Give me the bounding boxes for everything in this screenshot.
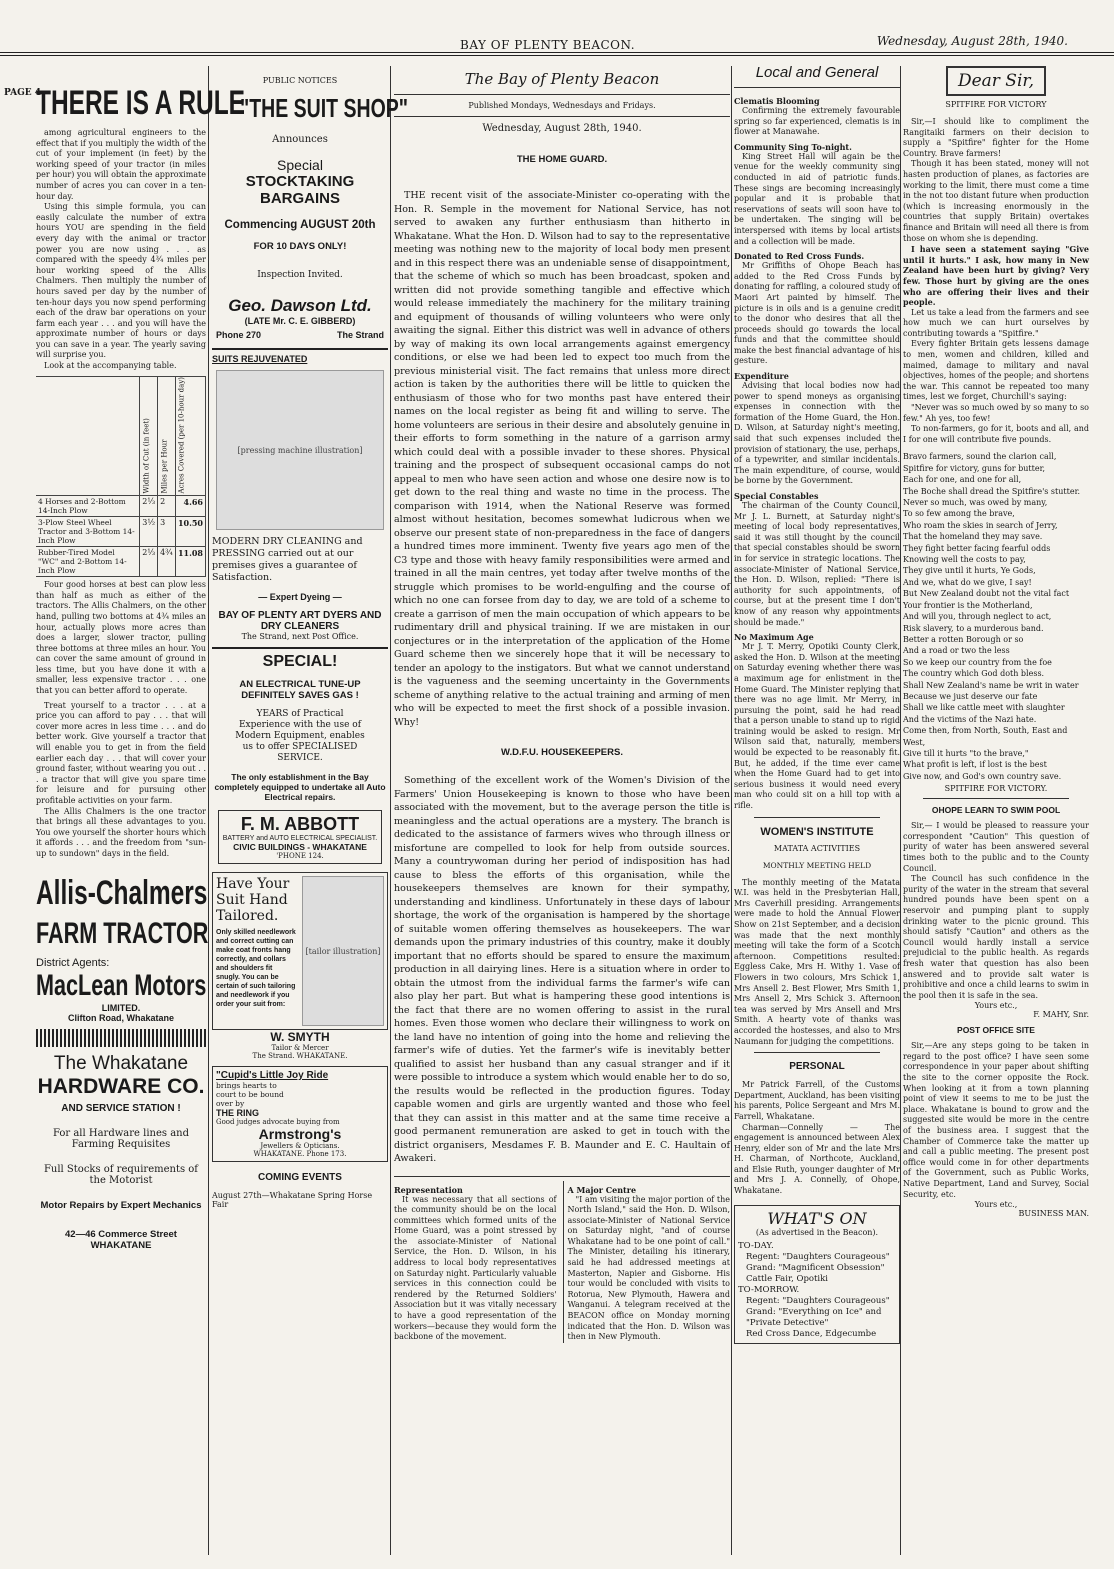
special-heading: Special bbox=[277, 157, 323, 173]
ad-lookup: Look at the accompanying table. bbox=[44, 361, 177, 371]
hardware-repairs: Motor Repairs by Expert Mechanics bbox=[40, 1199, 202, 1211]
agents-limited: LIMITED. bbox=[101, 1002, 141, 1013]
poem-line: Who roam the skies in search of Jerry, bbox=[903, 520, 1058, 530]
swim-pool-heading: OHOPE LEARN TO SWIM POOL bbox=[931, 805, 1061, 816]
hardware-lines: For all Hardware lines and Farming Requisites bbox=[52, 1127, 190, 1150]
ad-formula: Using this simple formula, you can easily calculate the number of extra hours YOU are spending in the field every day with the animal or tractor power you are now using . . . as compared with the speedy 4¾ miles per hour working speed of the Allis Chalmers. Then multiply the number of hours saved per day by the number of ten-hour days you now spend performing each of the draw bar operations on your farm each year . . . and you will have the approximate number of hours or days you can save in a year. The yearly saving will surprise you. bbox=[36, 202, 206, 360]
poem-line: Give till it hurts "to the brave," bbox=[903, 748, 1029, 758]
poem-line: Each for one, and one for all, bbox=[903, 475, 1022, 485]
wdfu-heading: W.D.F.U. HOUSEKEEPERS. bbox=[501, 747, 623, 758]
personal-engagement: Charman—Connelly — The engagement is announced between Alex Henry, elder son of Mr and the late Mrs H. Charman, of Northcote, Auckland, and Elsie Ruth, younger daughter of Mr and Mrs J. A. Connelly, of Ohope, Whakatane. bbox=[734, 1122, 900, 1196]
ad-intro: among agricultural engineers to the effect that if you multiply the width of the cut of your implement (in feet) by the working speed of your tractor (in miles per hour) you will obtain the approximate number of acres you can cover in a ten-hour day. bbox=[36, 128, 206, 201]
smyth-name: W. SMYTH bbox=[270, 1030, 330, 1044]
spitfire-letter-3: I have seen a statement saying "Give until it hurts." I ask, how many in New Zealand have been hurt by giving? Very few. Those hurt by giving are the ones who are offering their lives and their people. bbox=[903, 244, 1089, 308]
letters-column bbox=[903, 70, 1089, 1555]
public-notices-column bbox=[212, 70, 409, 1555]
poem-line: Because we just deserve our fate bbox=[903, 691, 1038, 701]
hardware-address: 42—46 Commerce Street bbox=[65, 1228, 177, 1240]
dear-sir-box bbox=[946, 66, 1046, 96]
suit-shop-announces: Announces bbox=[272, 134, 328, 145]
table-row: 3-Plow Steel Wheel Tractor and 3-Bottom 14-Inch Plow 3½ 3 10.50 bbox=[36, 517, 206, 547]
monthly-meeting: MONTHLY MEETING HELD bbox=[762, 860, 872, 870]
suits-rejuvenated: SUITS REJUVENATED bbox=[212, 354, 308, 364]
spitfire-heading: SPITFIRE FOR VICTORY bbox=[945, 100, 1047, 109]
maximum-age-heading: No Maximum Age bbox=[734, 632, 814, 643]
maximum-age-text: Mr J. T. Merry, Opotiki County Clerk, asked the Hon. D. Wilson at the meeting on Saturday evening whether there was a maximum age for enlistment in the Home Guard. The Minister replying that there was no age limit. Mr Merry, in pursuing the point, said he had read that a person unable to stand up to rigid training would be asked to resign. Mr Wilson said that, naturally, members would be expected to be reasonably fit. But, he added, if the time ever came when the Home Guard had to get into serious business it would need every man who could sit on a hill top with a rifle. bbox=[734, 642, 900, 811]
swim-pool-letter-1: Sir,— I would be pleased to reassure your correspondent "Caution" This question of purity of water has been answered several times both to the public and to the County Council. bbox=[903, 821, 1089, 873]
poem-line: And will you, through neglect to act, bbox=[903, 612, 1052, 622]
smyth-headline: Have Your Suit Hand Tailored. bbox=[216, 876, 290, 924]
post-office-yours: Yours etc., bbox=[974, 1200, 1018, 1210]
spitfire-letter-4: Let us take a lead from the farmers and see how much we can hurt ourselves by contributing towards a "Spitfire." bbox=[903, 307, 1089, 338]
smyth-role: Tailor & Mercer bbox=[271, 1044, 329, 1052]
poem-line: They give until it hurts, Ye Gods, bbox=[903, 566, 1036, 576]
expert-dyeing: — Expert Dyeing — bbox=[258, 592, 342, 602]
smyth-address: The Strand. WHAKATANE. bbox=[252, 1052, 348, 1060]
poem-line: But New Zealand doubt not the vital fact bbox=[903, 589, 1070, 599]
spitfire-letter-7: To non-farmers, go for it, boots and all, and I for one will contribute five pounds. bbox=[903, 424, 1089, 444]
poem-line: Shall New Zealand's name be writ in water bbox=[903, 680, 1079, 690]
womens-institute-heading: WOMEN'S INSTITUTE bbox=[760, 825, 874, 838]
poem-line: And a road or two the less bbox=[903, 646, 1010, 656]
hardware-title-1: The Whakatane bbox=[53, 1052, 189, 1074]
poem-line: Spitfire for victory, guns for butter, bbox=[903, 463, 1046, 473]
decorative-border bbox=[36, 1029, 206, 1047]
swim-pool-yours: Yours etc., bbox=[974, 1001, 1018, 1011]
spitfire-letter-1: Sir,—I should like to compliment the Rangitaiki farmers on their decision to supply a "Spitfire" fighter for the Home Country. Brave farmers! bbox=[903, 117, 1089, 158]
hardware-title-2: HARDWARE CO. bbox=[37, 1074, 205, 1098]
maclean-motors: MacLean Motors bbox=[36, 968, 207, 1002]
community-sing-heading: Community Sing To-night. bbox=[734, 141, 852, 152]
issue-date: Wednesday, August 28th, 1940. bbox=[876, 34, 1068, 48]
poem-line: Risk slavery, to a murderous band. bbox=[903, 623, 1044, 633]
spitfire-signature: SPITFIRE FOR VICTORY. bbox=[944, 784, 1048, 794]
clematis-heading: Clematis Blooming bbox=[734, 96, 820, 106]
whats-on-box bbox=[734, 1205, 900, 1344]
tailor-illustration: [tailor illustration] bbox=[302, 876, 384, 1026]
public-notices-heading: PUBLIC NOTICES bbox=[262, 76, 338, 85]
post-office-letter: Sir,—Are any steps going to be taken in regard to the post office? I have seen some correspondence in your paper about shifting the site to the corner opposite the Rock. When looking at it from a town planning point of view it seems to me to be just the place. Whakatane is bound to grow and the suggested site would be more in the centre of the business area. I suggest that the Chamber of Commerce take the matter up and call a public meeting. The present post office would come in for other departments of the Government, such as Public Works, Native Department, Land and Survey, Social Security, etc. bbox=[903, 1041, 1089, 1199]
expenditure-heading: Expenditure bbox=[734, 371, 789, 382]
the-ring: THE RING bbox=[216, 1108, 260, 1118]
abbott-phone: 'PHONE 124. bbox=[276, 852, 324, 860]
poem-line: And the victims of the Nazi hate. bbox=[903, 714, 1037, 724]
press-illustration: [pressing machine illustration] bbox=[216, 370, 384, 530]
representation-heading: Representation bbox=[394, 1184, 463, 1195]
poem-line: The Boche shall dread the Spitfire's stutter. bbox=[903, 486, 1081, 496]
page-number: PAGE 4. bbox=[4, 88, 45, 98]
rule-headline: THERE IS A RULE bbox=[36, 84, 246, 122]
poem-line: So we keep our country from the foe bbox=[903, 657, 1052, 667]
womens-institute-text: The monthly meeting of the Matata W.I. was held in the Presbyterian Hall, Mrs Caverhill presiding. Arrangements were made to hold the Annual Flower Show on 21st September, and a decision was made that the next monthly meeting will take the form of a Scotch afternoon. Competitions resulted: Eggless Cake, Mrs H. Withy 1. Vase of Flowers in two colours, Mrs Schick 1, Mrs Ansell 2. Best Flower, Mrs Smith 1, Mrs Ansell 2, Mrs Schick 3. Afternoon tea was served by Mrs Ansell and Mrs Smith. A hearty vote of thanks was accorded the hostesses, and also to Mrs Naumann for judging the competitions. bbox=[734, 877, 900, 1046]
poem-line: Bravo farmers, sound the clarion call, bbox=[903, 452, 1057, 462]
swim-pool-letter-2: The Council has such confidence in the purity of the water in the stream that several hundred pounds have been spent on a reservoir and pumping plant to supply drinking water to the picnic ground. This should satisfy "Caution" and others as the Council would hardly install a service prejudicial to the public health. As regards fresh water that question has also been answered and to provide salt water is prohibitive and once a child learns to swim in the pool then it is safe in the sea. bbox=[903, 874, 1089, 1000]
abbott-specialist: BATTERY and AUTO ELECTRICAL SPECIALIST. bbox=[222, 835, 378, 842]
dawson-ltd: Geo. Dawson Ltd. bbox=[228, 296, 372, 315]
ad-advantages: The Allis Chalmers is the one tractor that brings all these advantages to you. You owe yourself the shorter hours which it affords . . . and the freedom from "sun-up to sundown" days in the field. bbox=[36, 806, 206, 858]
spitfire-letter-2: Though it has been stated, money will not hasten production of planes, as factories are working to the limit, there must come a time in the not too distant future when production (which is increasing enormously in the countries that supply Britain) overtakes finance and Britain will need all there is from those on whom she is depending. bbox=[903, 159, 1089, 243]
agents-label: District Agents: bbox=[36, 956, 110, 969]
clematis-text: Confirming the extremely favourable spring so far experienced, clematis is in flower at Manawahe. bbox=[734, 106, 900, 137]
swim-pool-signature: F. MAHY, Snr. bbox=[1033, 1010, 1089, 1020]
red-cross-text: Mr Griffiths of Ohope Beach has added to the Red Cross Funds by donating for raffling, a coloured study of Maori Art painted by himself. The picture is in oils and is a genuine credit to the donor who desires that all the proceeds should go towards the local funds and that the committee should make the best financial advantage of his gesture. bbox=[734, 261, 900, 366]
table-row: 4 Horses and 2-Bottom 14-Inch Plow 2⅓ 2 4.66 bbox=[36, 496, 206, 517]
poem-line: That the homeland they may save. bbox=[903, 532, 1043, 542]
poem-line: And we, what do we give, I say! bbox=[903, 577, 1032, 587]
armstrongs-address: WHAKATANE. Phone 173. bbox=[253, 1150, 347, 1158]
plow-comparison-table bbox=[36, 376, 206, 577]
practical-experience: YEARS of Practical Experience with the use of Modern Equipment, enables us to offer SPECIALISED SERVICE. bbox=[235, 709, 365, 763]
cupid-text: brings hearts to court to be bound over by bbox=[216, 1081, 284, 1108]
poem-line: They fight better facing fearful odds bbox=[903, 543, 1051, 553]
suit-shop-title: "THE SUIT SHOP" bbox=[240, 93, 409, 123]
expenditure-text: Advising that local bodies now had power to spend moneys as organising expenses in connection with the formation of the Home Guard, the Hon. D. Wilson, at Saturday night's meeting, said that such expenses included the provision of stationary, the use, perhaps, of a typewriter, and similar incidentals. The main expenditure, of course, would be borne by the Government. bbox=[734, 381, 900, 486]
poem-line: What profit is left, if lost is the best bbox=[903, 760, 1047, 770]
representation-text: It was necessary that all sections of the community should be on the local committees which formed units of the Home Guard, was a point stressed by the associate-Minister of National Service, the Hon. D. Wilson, in his address to local body representatives on Saturday night. Particularly valuable services in this connection could be rendered by the Returned Soldiers' Association but it was vitally necessary to have a good representation of the workers—because they would form the backbone of the movement. bbox=[394, 1194, 557, 1342]
commencing-date: Commencing AUGUST 20th bbox=[224, 219, 376, 231]
only-establishment: The only establishment in the Bay completely equipped to undertake all Auto Electrical repairs. bbox=[214, 772, 386, 802]
poem-line: To so few among the brave, bbox=[903, 509, 1015, 519]
whats-on-list: TO-DAY. Regent: "Daughters Courageous" Grand: "Magnificent Obsession" Cattle Fair, Opotiki TO-MORROW. Regent: "Daughters Courageous" Grand: "Everything on Ice" and "Private Detective" Red Cross Dance, Edgecumbe bbox=[738, 1240, 890, 1339]
poem-line: Better a rotten Borough or so bbox=[903, 634, 1024, 644]
electrical-tune-up: AN ELECTRICAL TUNE-UP DEFINITELY SAVES GAS ! bbox=[239, 679, 361, 701]
editorial-masthead: The Bay of Plenty Beacon bbox=[464, 70, 660, 88]
armstrong-advert bbox=[212, 1066, 388, 1162]
col-header-speed: Miles per Hour bbox=[158, 376, 176, 495]
editorial-date: Wednesday, August 28th, 1940. bbox=[482, 123, 642, 134]
col-header-width: Width of Cut (in feet) bbox=[140, 376, 158, 495]
publication-days: Published Mondays, Wednesdays and Fridays. bbox=[468, 101, 656, 110]
whats-on-heading: WHAT'S ON bbox=[767, 1208, 867, 1228]
hardware-town: WHAKATANE bbox=[90, 1239, 152, 1251]
dawson-late: (LATE Mr. C. E. GIBBERD) bbox=[244, 316, 356, 326]
ten-days-only: FOR 10 DAYS ONLY! bbox=[253, 241, 347, 252]
news-briefs bbox=[394, 1176, 730, 1343]
poem-line: Your frontier is the Motherland, bbox=[903, 600, 1033, 610]
local-news-column bbox=[734, 64, 900, 1555]
spitfire-poem bbox=[903, 451, 1089, 782]
poem-line: The country which God doth bless. bbox=[903, 669, 1045, 679]
editorial-column bbox=[394, 70, 730, 1555]
whats-on-note: (As advertised in the Beacon). bbox=[755, 1227, 879, 1237]
local-general-title: Local and General bbox=[755, 64, 879, 81]
poem-line: Give now, and God's own country save. bbox=[903, 771, 1062, 781]
home-guard-editorial: THE recent visit of the associate-Minister co-operating with the Hon. R. Semple in the movement for National Service, has not served to awaken any further enthusiasm than hitherto in Whakatane. What the Hon. D. Wilson had to say to the representative meeting was nothing new to the majority of local body men present and in this respect there was an undeniable sense of disappointment, that the scheme of which so much has been broadcast, spoken and written did not provide something tangible and effective which would release immediately the machinery for the military training and equipment of thousands of willing volunteers who were only awaiting the signal. Either this district was well in advance of others by way of making its own local arrangements against emergency conditions, or else we had been led to expect too much from the previous ministerial visit. The fact remains that unless more direct action is taken by the authorities there will be little to quicken the enthusiasm of those who for two months past have entered their names on the local register as being fit and willing to serve. The home volunteers are serious in their desire and absolutely genuine in their efforts to form something in the nature of a garrison army which could deal with a possible invader to these shores. Physical training and the prospect of subsequent occasional camps do not appeal to men who have seen action and whose one desire now is to get down to the real thing and waste no time in the process. The comparison with 1914, when the National Reserve was formed almost without hesitation, becomes somewhat ludicrous when we observe our present state of non-preparedness in the face of dangers a hundred times more imminent. Twenty five years ago men of the C3 type and those with heavy family responsibilities were armed and trained in all the main centres, yet today after twelve months of the struggle which promises to be world-engulfing and the course of which no one can forsee from day to day, we are told of a scheme to create a garrison of men the main occupation of which appears to be rudimentary drill and physical training. If we are mistaken in our conjectures or in the interpretation of the application of the Home Guard scheme then we sincerely hope that it will be necessary to tender an apology to the instigators. But what we cannot understand is the vagueness and the seeming uncertainty in the Governments scheme of anything relative to the actual training and arming of men who will be expected to meet the first shock of a possible invasion. Why! bbox=[394, 190, 730, 728]
post-office-heading: POST OFFICE SITE bbox=[957, 1025, 1035, 1036]
inspection-invited: Inspection Invited. bbox=[257, 270, 343, 280]
poem-line: Knowing well the costs to pay, bbox=[903, 555, 1026, 565]
agents-address: Clifton Road, Whakatane bbox=[67, 1012, 174, 1023]
personal-heading: PERSONAL bbox=[789, 1061, 845, 1073]
matata-activities: MATATA ACTIVITIES bbox=[773, 843, 861, 853]
special-exclaim: SPECIAL! bbox=[262, 653, 338, 670]
community-sing-text: King Street Hall will again be the venue for the weekly community sing conducted in aid of patriotic funds. These sings are becoming increasingly popular and it is probable that reservations of seats will soon have to be undertaken. The singing will be interspersed with items by local artists and a collection will be made. bbox=[734, 151, 900, 246]
dear-sir-heading: Dear Sir, bbox=[957, 71, 1035, 91]
art-dyers-title: BAY OF PLENTY ART DYERS AND DRY CLEANERS bbox=[218, 610, 382, 632]
ad-treat: Treat yourself to a tractor . . . at a price you can afford to pay . . . that will cover more acres in less time . . . and do better work. Give yourself a tractor that will enable you to get in from the field earlier each day . . . that will cover your ground faster, without wearing you out . . . a tractor that will give you spare time for leisure and for pursuing other profitable activities on your farm. bbox=[36, 700, 206, 806]
major-centre-heading: A Major Centre bbox=[567, 1184, 637, 1195]
coming-events-heading: COMING EVENTS bbox=[258, 1172, 342, 1183]
special-constables-text: The chairman of the County Council, Mr J. L. Burnett, at Saturday night's meeting of local body representatives, said it was still thought by the council that special constables should be sworn in for service in strategic locations. The associate-Minister of National Service, the Hon. D. Wilson, replied: "There is authority for such appointments, of course, but at the present time I don't know of any reason why appointments should be made." bbox=[734, 501, 900, 627]
spitfire-letter-5: Every fighter Britain gets lessens damage to men, women and children, killed and maimed, damage to military and naval objectives, homes of the people; and shortens the war. This cannot be repeated too many times, lest we forget, Churchill's saying: bbox=[903, 339, 1089, 402]
paper-name: BAY OF PLENTY BEACON. bbox=[460, 38, 636, 52]
home-guard-heading: THE HOME GUARD. bbox=[516, 154, 608, 165]
ad-horses: Four good horses at best can plow less than half as much as either of the tractors. The Allis Chalmers, on the other hand, pulling two bottoms at 4¾ miles an hour, actually plows more acres than does a larger, slower tractor, pulling three bottoms at three miles an hour. You can cover the same amount of ground in less time, but you have done it with a smaller, less expensive tractor . . . one that you can better afford to operate. bbox=[36, 580, 206, 696]
dawson-contact bbox=[212, 326, 388, 340]
dawson-strand: The Strand bbox=[336, 330, 384, 340]
armstrongs-trade: Jewellers & Opticians. bbox=[260, 1142, 340, 1150]
dry-cleaning-text: MODERN DRY CLEANING and PRESSING carried out at our premises gives a guarantee of Satisfaction. bbox=[212, 536, 363, 583]
dawson-phone: Phone 270 bbox=[216, 330, 262, 340]
smyth-advert bbox=[212, 872, 388, 1030]
cupid-headline: "Cupid's Little Joy Ride bbox=[216, 1070, 329, 1081]
post-office-signature: BUSINESS MAN. bbox=[1018, 1209, 1089, 1219]
major-centre-text: "I am visiting the major portion of the North Island," said the Hon. D. Wilson, associate-Minister of National Service on Saturday night, "and of course Whakatane had to be one point of call." The Minister, detailing his itinerary, said he had addressed meetings at Masterton, Napier and Gisborne. His tour would be concluded with visits to Rotorua, New Plymouth, Hawera and Wanganui. A telegram received at the BEACON office on Monday morning indicated that the Hon. D. Wilson was then in New Plymouth. bbox=[567, 1194, 730, 1342]
wdfu-editorial: Something of the excellent work of the Women's Division of the Farmers' Union Housekeeping is known to those who have been associated with the movement, but to the average person the title is meaningless and the actual operations are a mystery. The branch is dedicated to the assistance of farmers wives who through illness or misfortune are compelled to look for help from outside sources. Many a countrywoman during her period of indisposition has had cause to bless the efforts of this organisation, while the housekeepers themselves are known for their sympathy, understanding and kindliness. Unfortunately in these days of labour shortage, the work of the organisation is hampered by the shortage of suitable women offering themselves as housekeepers. The war demands upon the primary industries of this country, make it doubly important that no efforts should be spared to ensure the maximum production in all dairying lines. Here is a situation where in order to obtain the utmost from the individual farms the farmer's wife can also play her part. But what is hampering these good intentions is the fact that there are no women offering to assist in the rural homes. Even those women who declare their willingness to work on the land have no intention of going into the home and relieving the farmer's wife of duties. Yet the farmer's wife is inevitably better qualified to assist her husband than any casual stranger and if it were possible to introduce a system which would enable her to do so, the results would be reflected in the production figures. Today capable women and girls are urgently wanted and those who feel that they can assist in this matter and at the same time receive a good permanent remuneration are asked to get in touch with the district organisers, Mesdames F. B. Maunder and E. C. Haultain of Awakeri. bbox=[394, 775, 730, 1164]
smyth-body: Only skilled needlework and correct cutting can make coat fronts hang correctly, and collars and shoulders fit snugly. You can be certain of such tailoring and needlework if you order your suit from: bbox=[216, 929, 296, 1008]
table-row: Rubber-Tired Model "WC" and 2-Bottom 14-Inch Plow 2⅓ 4¾ 11.08 bbox=[36, 547, 206, 577]
col-header-acres: Acres Covered (per 10-hour day) bbox=[175, 376, 205, 495]
hardware-service: AND SERVICE STATION ! bbox=[61, 1102, 181, 1114]
farm-tractor-title: FARM TRACTOR bbox=[36, 916, 209, 950]
art-dyers-address: The Strand, next Post Office. bbox=[241, 632, 359, 641]
abbott-address: CIVIC BUILDINGS - WHAKATANE bbox=[233, 842, 367, 852]
abbott-advert bbox=[218, 810, 382, 864]
poem-line: Shall we like cattle meet with slaughter bbox=[903, 703, 1065, 713]
personal-farrell: Mr Patrick Farrell, of the Customs Department, Auckland, has been visiting his parents, Police Sergeant and Mrs M. Farrell, Whakatane. bbox=[734, 1080, 900, 1121]
cupid-advocate: Good judges advocate buying from bbox=[216, 1118, 340, 1126]
armstrongs-name: Armstrong's bbox=[258, 1126, 342, 1142]
red-cross-heading: Donated to Red Cross Funds. bbox=[734, 251, 865, 262]
stocktaking-bargains: STOCKTAKING BARGAINS bbox=[245, 173, 355, 207]
special-constables-heading: Special Constables bbox=[734, 491, 819, 501]
poem-line: Never so much, was owed by many, bbox=[903, 498, 1048, 508]
abbott-name: F. M. ABBOTT bbox=[240, 814, 360, 834]
coming-event-item: August 27th—Whakatane Spring Horse Fair bbox=[212, 1191, 373, 1209]
allis-chalmers-logo: Allis-Chalmers bbox=[36, 873, 208, 912]
poem-line: Come then, from North, South, East and West, bbox=[903, 726, 1068, 747]
hardware-motorist: Full Stocks of requirements of the Motorist bbox=[43, 1163, 199, 1186]
spitfire-letter-6: "Never was so much owed by so many to so few." Ah yes, too few! bbox=[903, 403, 1089, 423]
